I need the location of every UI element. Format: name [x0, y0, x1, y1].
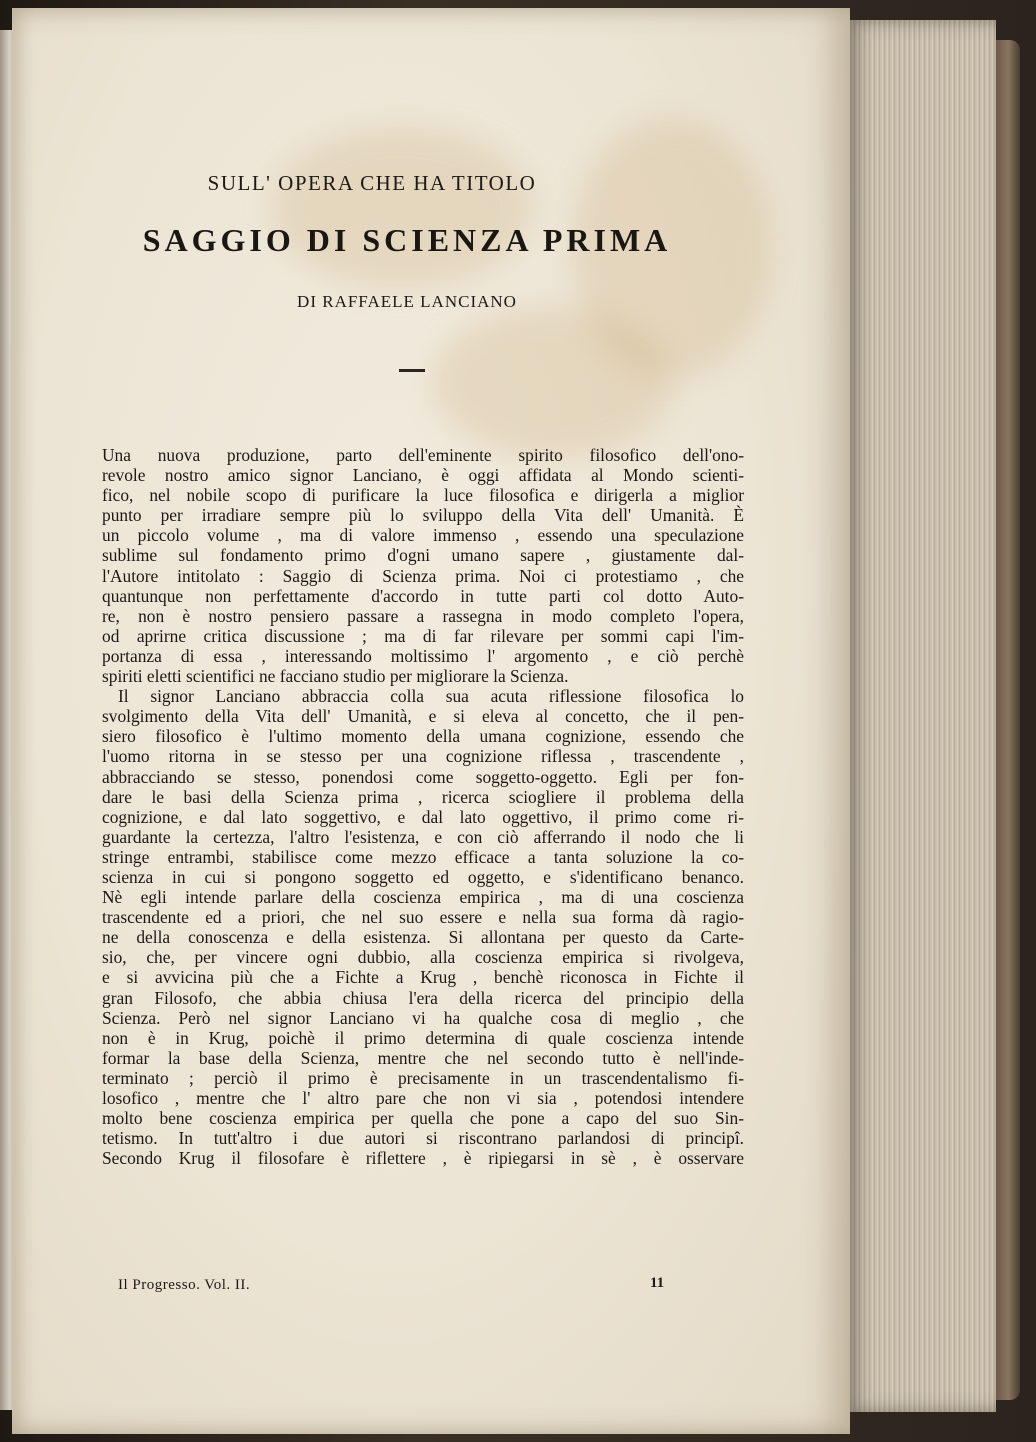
text-line: Scienza. Però nel signor Lanciano vi ha qualche cosa di meglio , che [102, 1007, 744, 1028]
text-line: sio, che, per vincere ogni dubbio, alla coscienza empirica si rivolgeva, [102, 947, 744, 968]
text-line: trascendente ed a priori, che nel suo essere e nella sua forma dà ragio- [102, 907, 744, 928]
text-line: siero filosofico è l'ultimo momento della umana cognizione, essendo che [102, 726, 744, 747]
title-rule [399, 369, 425, 372]
text-line: fico, nel nobile scopo di purificare la luce filosofica e dirigerla a miglior [102, 485, 744, 506]
text-line: ne della conoscenza e della esistenza. Si allontana per questo da Carte- [102, 927, 744, 948]
text-line: guardante la certezza, l'altro l'esistenza, e con ciò afferrando il nodo che li [102, 826, 744, 847]
page-block-edges [846, 20, 996, 1412]
text-line: cognizione, e dal lato soggettivo, e dal lato oggettivo, il primo come ri- [102, 806, 744, 827]
text-line: losofico , mentre che l' altro pare che non vi sia , potendosi intendere [102, 1088, 744, 1108]
book-page [12, 8, 850, 1434]
signature-number: 11 [650, 1275, 665, 1291]
text-line: Nè egli intende parlare della coscienza empirica , ma di una coscienza [102, 887, 744, 908]
text-line: Secondo Krug il filosofare è riflettere , è ripiegarsi in sè , è osservare [102, 1148, 744, 1169]
text-line: portanza di essa , interessando moltissimo l' argomento , e ciò perchè [102, 645, 744, 666]
text-line: abbracciando se stesso, ponendosi come soggetto-oggetto. Egli per fon- [102, 766, 744, 787]
text-line: spiriti eletti scientifici ne facciano studio per migliorare la Scienza. [102, 666, 569, 687]
heading-small: SULL' OPERA CHE HA TITOLO [207, 171, 537, 195]
text-line: sublime sul fondamento primo d'ogni umano sapere , giustamente dal- [102, 545, 744, 566]
text-line: od aprirne critica discussione ; ma di far rilevare per sommi capi l'im- [102, 625, 744, 646]
text-line: stringe entrambi, stabilisce come mezzo efficace a tanta soluzione la co- [102, 846, 744, 867]
text-line: re, non è nostro pensiero passare a rassegna in modo completo l'opera, [102, 605, 744, 626]
text-line: terminato ; perciò il primo è precisamente in un trascendentalismo fi- [102, 1067, 744, 1088]
text-line: tetismo. In tutt'altro i due autori si riscontrano parlandosi di principî. [102, 1128, 744, 1149]
text-line: formar la base della Scienza, mentre che nel secondo tutto è nell'inde- [102, 1047, 744, 1068]
text-line: dare le basi della Scienza prima , ricerca sciogliere il problema della [102, 786, 744, 807]
text-line: quantunque non perfettamente d'accordo in tutte parti col dotto Auto- [102, 585, 744, 606]
text-line: scienza in cui si pongono soggetto ed oggetto, e s'identificano benanco. [102, 866, 744, 887]
text-line: un piccolo volume , ma di valore immenso , essendo una speculazione [102, 525, 744, 546]
text-line: l'uomo ritorna in se stesso per una cognizione riflessa , trascendente , [102, 746, 744, 767]
body-text [102, 445, 744, 1168]
foxing-stain [272, 128, 532, 288]
book-cover-edge [996, 40, 1020, 1400]
text-line: Una nuova produzione, parto dell'eminente spirito filosofico dell'ono- [102, 445, 744, 465]
text-line: non è in Krug, poichè il primo determina di quale coscienza intende [102, 1027, 744, 1048]
text-line: gran Filosofo, che abbia chiusa l'era della ricerca del principio della [102, 987, 744, 1008]
running-footer: Il Progresso. Vol. II. [118, 1277, 251, 1293]
text-line: Il signor Lanciano abbraccia colla sua acuta riflessione filosofica lo [118, 686, 744, 707]
text-line: molto bene coscienza empirica per quella che pone a capo del suo Sin- [102, 1108, 744, 1129]
text-line: e si avvicina più che a Fichte a Krug , benchè riconosca in Fichte il [102, 967, 744, 988]
heading-author: DI RAFFAELE LANCIANO [297, 292, 517, 311]
text-line: svolgimento della Vita dell' Umanità, e si eleva al concetto, che il pen- [102, 706, 744, 727]
text-line: revole nostro amico signor Lanciano, è oggi affidata al Mondo scienti- [102, 465, 744, 486]
text-line: punto per irradiare sempre più lo sviluppo della Vita dell' Umanità. È [102, 505, 744, 526]
page-title: SAGGIO DI SCIENZA PRIMA [142, 222, 672, 258]
text-line: l'Autore intitolato : Saggio di Scienza prima. Noi ci protestiamo , che [102, 565, 744, 586]
